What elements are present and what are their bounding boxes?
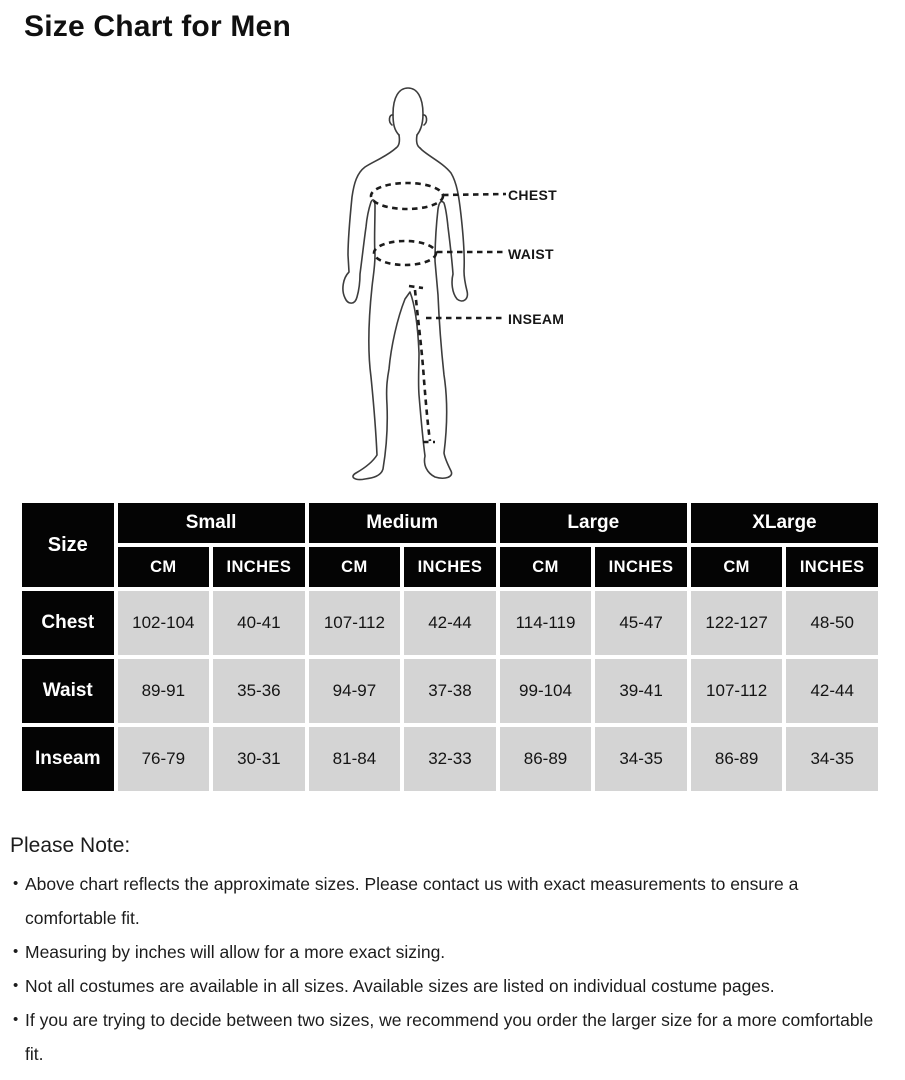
- inseam-xlarge-inches: 34-35: [786, 727, 878, 791]
- note-item: [10, 1003, 882, 1071]
- chest-callout-label: CHEST: [508, 187, 557, 203]
- waist-small-inches: 35-36: [213, 659, 305, 723]
- chest-medium-cm: 107-112: [309, 591, 401, 655]
- chest-measure-ellipse: [371, 183, 443, 209]
- size-group-medium: Medium: [309, 503, 496, 543]
- unit-header-inches: INCHES: [786, 547, 878, 587]
- unit-header-cm: CM: [309, 547, 401, 587]
- chest-medium-inches: 42-44: [404, 591, 496, 655]
- inseam-large-cm: 86-89: [500, 727, 592, 791]
- note-text: Measuring by inches will allow for a more exact sizing.: [25, 942, 446, 962]
- unit-header-cm: CM: [118, 547, 210, 587]
- waist-medium-inches: 37-38: [404, 659, 496, 723]
- waist-medium-cm: 94-97: [309, 659, 401, 723]
- bullet-icon: •: [13, 943, 19, 960]
- note-item: [10, 935, 882, 969]
- notes-section: [10, 832, 882, 1071]
- chest-small-inches: 40-41: [213, 591, 305, 655]
- table-row-waist: [22, 659, 878, 723]
- waist-large-inches: 39-41: [595, 659, 687, 723]
- size-group-large: Large: [500, 503, 687, 543]
- unit-header-inches: INCHES: [595, 547, 687, 587]
- inseam-small-cm: 76-79: [118, 727, 210, 791]
- note-item: [10, 867, 882, 935]
- unit-header-inches: INCHES: [213, 547, 305, 587]
- bullet-icon: •: [13, 1011, 19, 1028]
- chest-large-inches: 45-47: [595, 591, 687, 655]
- size-group-small: Small: [118, 503, 305, 543]
- size-table: [18, 499, 882, 795]
- body-measurement-diagram: [0, 0, 905, 500]
- inseam-medium-cm: 81-84: [309, 727, 401, 791]
- inseam-large-inches: 34-35: [595, 727, 687, 791]
- note-text: Above chart reflects the approximate sizes. Please contact us with exact measurements to ensure a comfortable fit.: [25, 874, 799, 928]
- note-text: If you are trying to decide between two sizes, we recommend you order the larger size for a more comfortable fit.: [25, 1010, 874, 1064]
- notes-heading: Please Note:: [10, 834, 131, 857]
- note-item: [10, 969, 882, 1003]
- bullet-icon: •: [13, 977, 19, 994]
- waist-callout-label: WAIST: [508, 246, 554, 262]
- inseam-xlarge-cm: 86-89: [691, 727, 783, 791]
- size-corner-header: Size: [22, 503, 114, 587]
- chest-xlarge-cm: 122-127: [691, 591, 783, 655]
- row-label-waist: Waist: [22, 659, 114, 723]
- waist-large-cm: 99-104: [500, 659, 592, 723]
- size-group-xlarge: XLarge: [691, 503, 878, 543]
- size-group-header-row: [22, 503, 878, 543]
- inseam-small-inches: 30-31: [213, 727, 305, 791]
- table-row-inseam: [22, 727, 878, 791]
- inseam-medium-inches: 32-33: [404, 727, 496, 791]
- page-title: Size Chart for Men: [24, 10, 291, 43]
- chest-leader-line: [443, 194, 506, 195]
- table-row-chest: [22, 591, 878, 655]
- chest-small-cm: 102-104: [118, 591, 210, 655]
- chest-xlarge-inches: 48-50: [786, 591, 878, 655]
- row-label-inseam: Inseam: [22, 727, 114, 791]
- note-text: Not all costumes are available in all sizes. Available sizes are listed on individual costume pages.: [25, 976, 775, 996]
- unit-header-cm: CM: [691, 547, 783, 587]
- chest-large-cm: 114-119: [500, 591, 592, 655]
- inseam-callout-label: INSEAM: [508, 311, 565, 327]
- unit-header-cm: CM: [500, 547, 592, 587]
- bullet-icon: •: [13, 875, 19, 892]
- notes-list: [10, 867, 882, 1071]
- male-body-outline-icon: [330, 85, 570, 485]
- waist-xlarge-cm: 107-112: [691, 659, 783, 723]
- row-label-chest: Chest: [22, 591, 114, 655]
- waist-xlarge-inches: 42-44: [786, 659, 878, 723]
- unit-header-row: [22, 547, 878, 587]
- waist-measure-ellipse: [374, 241, 436, 265]
- unit-header-inches: INCHES: [404, 547, 496, 587]
- waist-small-cm: 89-91: [118, 659, 210, 723]
